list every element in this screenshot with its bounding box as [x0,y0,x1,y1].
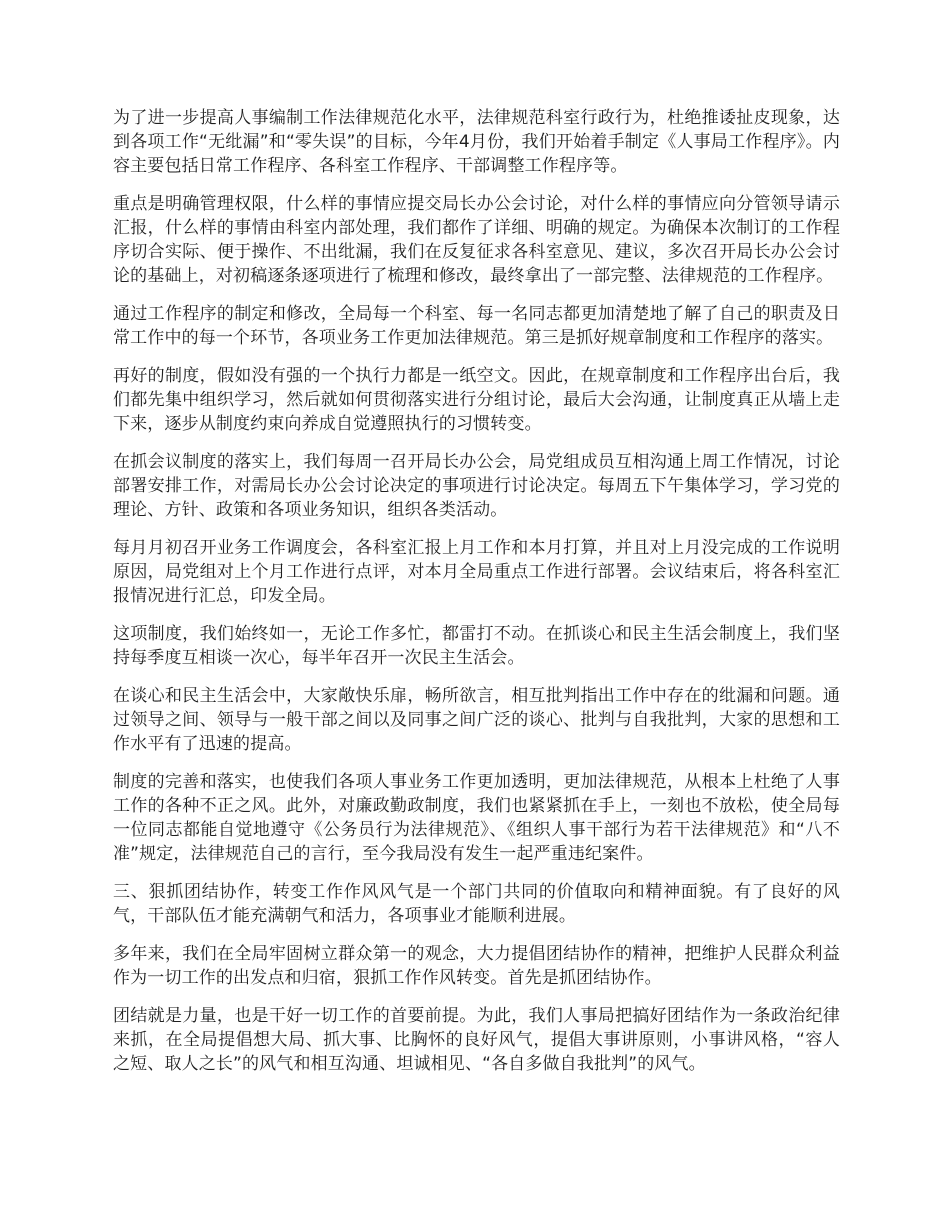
paragraph-1: 为了进一步提高人事编制工作法律规范化水平，法律规范科室行政行为，杜绝推诿扯皮现象，达到各项工作“无纰漏”和“零失误”的目标，今年4月份，我们开始着手制定《人事局工作程序》。内容主要包括日常工作程序、各科室工作程序、干部调整工作程序等。 [113,108,840,176]
paragraph-5: 在抓会议制度的落实上，我们每周一召开局长办公会，局党组成员互相沟通上周工作情况，讨论部署安排工作，对需局长办公会讨论决定的事项进行讨论决定。每周五下午集体学习，学习党的理论、方针、政策和各项业务知识，组织各类活动。 [113,452,840,520]
paragraph-8: 在谈心和民主生活会中，大家敞快乐扉，畅所欲言，相互批判指出工作中存在的纰漏和问题。通过领导之间、领导与一般干部之间以及同事之间广泛的谈心、批判与自我批判，大家的思想和工作水平有了迅速的提高。 [113,686,840,754]
paragraph-3: 通过工作程序的制定和修改，全局每一个科室、每一名同志都更加清楚地了解了自己的职责及日常工作中的每一个环节，各项业务工作更加法律规范。第三是抓好规章制度和工作程序的落实。 [113,304,840,348]
paragraph-6: 每月月初召开业务工作调度会，各科室汇报上月工作和本月打算，并且对上月没完成的工作说明原因，局党组对上个月工作进行点评，对本月全局重点工作进行部署。会议结束后，将各科室汇报情况进行汇总，印发全局。 [113,538,840,606]
paragraph-11: 多年来，我们在全局牢固树立群众第一的观念，大力提倡团结协作的精神，把维护人民群众利益作为一切工作的出发点和归宿，狠抓工作作风转变。首先是抓团结协作。 [113,944,840,988]
document-body [113,106,840,1090]
paragraph-10: 三、狠抓团结协作，转变工作作风风气是一个部门共同的价值取向和精神面貌。有了良好的风气，干部队伍才能充满朝气和活力，各项事业才能顺利进展。 [113,882,840,926]
paragraph-12: 团结就是力量，也是干好一切工作的首要前提。为此，我们人事局把搞好团结作为一条政治纪律来抓，在全局提倡想大局、抓大事、比胸怀的良好风气，提倡大事讲原则，小事讲风格，“容人之短、取人之长”的风气和相互沟通、坦诚相见、“各自多做自我批判”的风气。 [113,1006,840,1074]
paragraph-4: 再好的制度，假如没有强的一个执行力都是一纸空文。因此，在规章制度和工作程序出台后，我们都先集中组织学习，然后就如何贯彻落实进行分组讨论，最后大会沟通，让制度真正从墙上走下来，逐步从制度约束向养成自觉遵照执行的习惯转变。 [113,366,840,434]
paragraph-9: 制度的完善和落实，也使我们各项人事业务工作更加透明，更加法律规范，从根本上杜绝了人事工作的各种不正之风。此外，对廉政勤政制度，我们也紧紧抓在手上，一刻也不放松，使全局每一位同志都能自觉地遵守《公务员行为法律规范》、《组织人事干部行为若干法律规范》和“八不准”规定，法律规范自己的言行，至今我局没有发生一起严重违纪案件。 [113,772,840,864]
paragraph-7: 这项制度，我们始终如一，无论工作多忙，都雷打不动。在抓谈心和民主生活会制度上，我们坚持每季度互相谈一次心，每半年召开一次民主生活会。 [113,624,840,668]
paragraph-2: 重点是明确管理权限，什么样的事情应提交局长办公会讨论，对什么样的事情应向分管领导请示汇报，什么样的事情由科室内部处理，我们都作了详细、明确的规定。为确保本次制订的工作程序切合实际、便于操作、不出纰漏，我们在反复征求各科室意见、建议，多次召开局长办公会讨论的基础上，对初稿逐条逐项进行了梳理和修改，最终拿出了一部完整、法律规范的工作程序。 [113,194,840,286]
